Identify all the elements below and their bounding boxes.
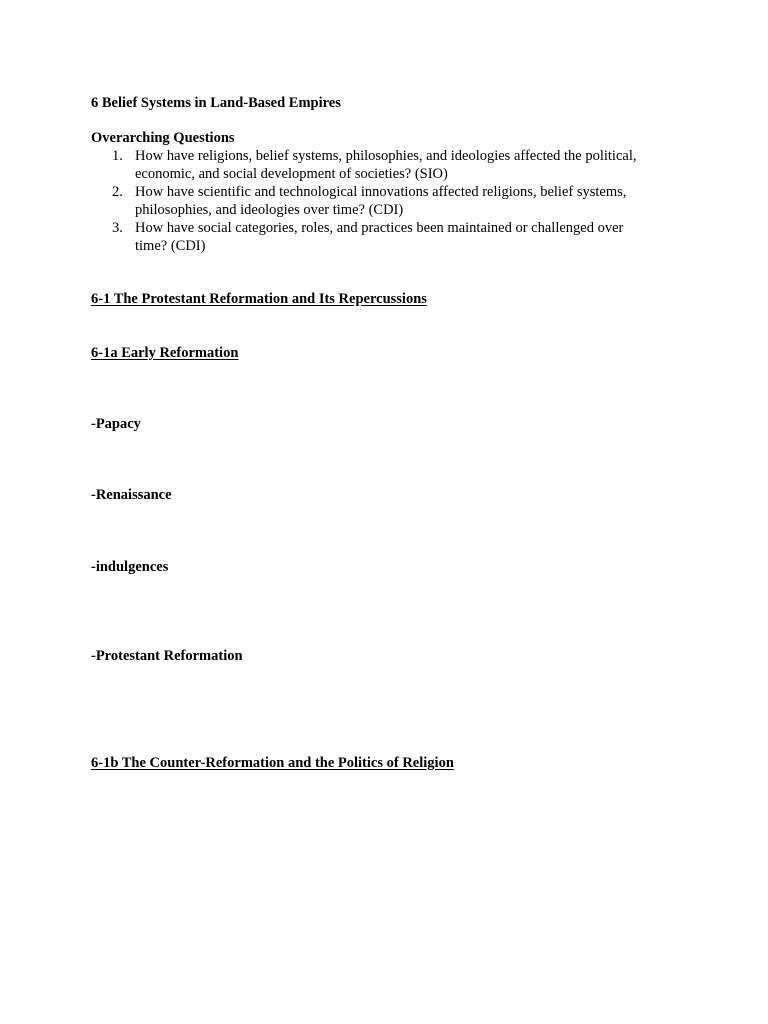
- question-text-line: How have social categories, roles, and practices been maintained or challenged over: [135, 220, 624, 236]
- section-heading: 6-1 The Protestant Reformation and Its Repercussions: [91, 291, 427, 307]
- question-text-line: time? (CDI): [135, 238, 206, 254]
- question-number: 1.: [112, 148, 123, 164]
- question-item: [91, 183, 691, 219]
- document-title: 6 Belief Systems in Land-Based Empires: [91, 95, 341, 111]
- question-item: [91, 219, 691, 255]
- question-item: [91, 147, 691, 183]
- term-papacy: -Papacy: [91, 416, 141, 432]
- question-number: 3.: [112, 220, 123, 236]
- questions-list: [91, 147, 691, 255]
- question-text-line: How have scientific and technological innovations affected religions, belief systems,: [135, 184, 627, 200]
- question-text-line: economic, and social development of societies? (SIO): [135, 166, 448, 182]
- questions-heading: Overarching Questions: [91, 130, 235, 146]
- question-text-line: How have religions, belief systems, philosophies, and ideologies affected the political,: [135, 148, 637, 164]
- subsection-heading: 6-1a Early Reformation: [91, 345, 239, 361]
- term-protestant-reformation: -Protestant Reformation: [91, 648, 243, 664]
- question-text-line: philosophies, and ideologies over time? (CDI): [135, 202, 404, 218]
- term-renaissance: -Renaissance: [91, 487, 172, 503]
- question-number: 2.: [112, 184, 123, 200]
- term-indulgences: -indulgences: [91, 559, 169, 575]
- subsection-heading: 6-1b The Counter-Reformation and the Politics of Religion: [91, 755, 454, 771]
